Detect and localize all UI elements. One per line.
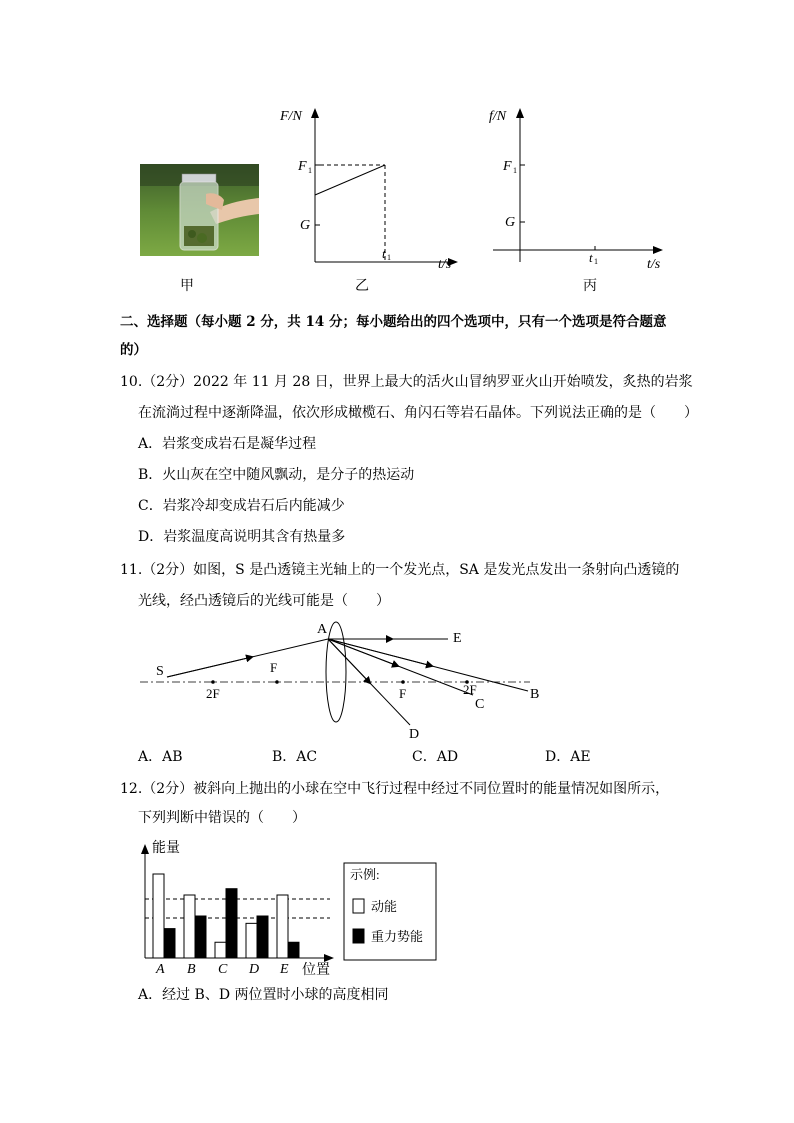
figure-bing-caption: 丙 bbox=[583, 278, 597, 294]
bing-tick-G: G bbox=[505, 215, 516, 230]
q12-option-a[interactable]: A．经过 B、D 两位置时小球的高度相同 bbox=[138, 987, 389, 1003]
category-label-A: A bbox=[156, 962, 165, 977]
label-F-left: F bbox=[270, 660, 278, 675]
q10-stem-line1: 10.（2分）2022 年 11 月 28 日，世界上最大的活火山冒纳罗亚火山开始喷发，炙热的岩浆 bbox=[120, 374, 693, 390]
q11-option-d[interactable]: D．AE bbox=[545, 749, 591, 765]
section2-header-line2: 的） bbox=[120, 342, 147, 358]
legend-potential-swatch bbox=[353, 929, 364, 943]
q10-option-b[interactable]: B．火山灰在空中随风飘动，是分子的热运动 bbox=[138, 467, 415, 483]
bar-potential-D bbox=[257, 916, 268, 958]
category-label-E: E bbox=[280, 962, 289, 977]
label-F-right: F bbox=[399, 686, 407, 701]
figure-jia-caption: 甲 bbox=[180, 278, 194, 294]
bing-tick-F1: F bbox=[503, 159, 512, 174]
q11-option-b[interactable]: B．AC bbox=[272, 749, 318, 765]
category-label-B: B bbox=[187, 962, 196, 977]
bing-tick-t1: t bbox=[589, 250, 593, 265]
yi-tick-t1: t bbox=[382, 246, 386, 261]
section2-header-line1: 二、选择题（每小题 2 分，共 14 分；每小题给出的四个选项中，只有一个选项是符合题意 bbox=[120, 314, 667, 330]
bar-kinetic-A bbox=[153, 874, 164, 958]
chart-y-label: 能量 bbox=[152, 841, 180, 856]
chart-x-label: 位置 bbox=[302, 963, 330, 978]
label-C: C bbox=[475, 697, 485, 712]
figure-yi-graph bbox=[270, 98, 470, 294]
lens-ray-diagram bbox=[140, 615, 560, 745]
figure-yi-caption: 乙 bbox=[355, 278, 369, 294]
bar-kinetic-B bbox=[184, 895, 195, 958]
label-E: E bbox=[453, 631, 462, 646]
bar-potential-E bbox=[288, 942, 299, 958]
legend-title: 示例: bbox=[350, 867, 380, 882]
q11-stem-line1: 11.（2分）如图，S 是凸透镜主光轴上的一个发光点，SA 是发光点发出一条射向凸透镜的 bbox=[120, 562, 680, 578]
bing-tick-t1-sub: 1 bbox=[594, 257, 598, 266]
energy-bar-chart bbox=[130, 836, 450, 980]
q12-stem-line2: 下列判断中错误的（ ） bbox=[138, 810, 306, 826]
yi-tick-G: G bbox=[300, 218, 311, 233]
category-label-D: D bbox=[249, 962, 260, 977]
jar-photo bbox=[140, 164, 259, 256]
label-S: S bbox=[156, 664, 164, 679]
label-B: B bbox=[530, 687, 540, 702]
q10-option-d[interactable]: D．岩浆温度高说明其含有热量多 bbox=[138, 529, 346, 545]
q11-stem-line2: 光线，经凸透镜后的光线可能是（ ） bbox=[138, 593, 390, 609]
q10-stem-line2: 在流淌过程中逐渐降温，依次形成橄榄石、角闪石等岩石晶体。下列说法正确的是（ ） bbox=[138, 405, 698, 421]
bar-potential-A bbox=[164, 929, 175, 958]
label-2F-left: 2F bbox=[206, 686, 220, 701]
q11-option-c[interactable]: C．AD bbox=[412, 749, 459, 765]
yi-tick-t1-sub: 1 bbox=[387, 253, 391, 262]
yi-x-axis-label: t/s bbox=[438, 257, 452, 272]
bar-kinetic-C bbox=[215, 942, 226, 958]
label-D: D bbox=[409, 727, 420, 742]
q10-option-a[interactable]: A．岩浆变成岩石是凝华过程 bbox=[138, 436, 317, 452]
bar-kinetic-E bbox=[277, 895, 288, 958]
legend-kinetic-swatch bbox=[353, 899, 364, 913]
category-label-C: C bbox=[218, 962, 228, 977]
bar-potential-B bbox=[195, 916, 206, 958]
yi-tick-F1-sub: 1 bbox=[308, 166, 312, 175]
bar-potential-C bbox=[226, 889, 237, 958]
q10-option-c[interactable]: C．岩浆冷却变成岩石后内能减少 bbox=[138, 498, 345, 514]
legend-potential-label: 重力势能 bbox=[371, 929, 424, 944]
bing-x-axis-label: t/s bbox=[647, 257, 661, 272]
yi-tick-F1: F bbox=[298, 159, 307, 174]
yi-y-axis-label: F/N bbox=[280, 109, 302, 124]
legend-kinetic-label: 动能 bbox=[371, 899, 398, 914]
q12-stem-line1: 12.（2分）被斜向上抛出的小球在空中飞行过程中经过不同位置时的能量情况如图所示， bbox=[120, 781, 670, 797]
bar-kinetic-D bbox=[246, 923, 257, 958]
label-A: A bbox=[317, 622, 328, 637]
label-2F-right: 2F bbox=[463, 682, 477, 697]
figure-bing-graph bbox=[475, 98, 675, 294]
bing-tick-F1-sub: 1 bbox=[513, 166, 517, 175]
q11-option-a[interactable]: A．AB bbox=[138, 749, 183, 765]
bing-y-axis-label: f/N bbox=[489, 109, 507, 124]
